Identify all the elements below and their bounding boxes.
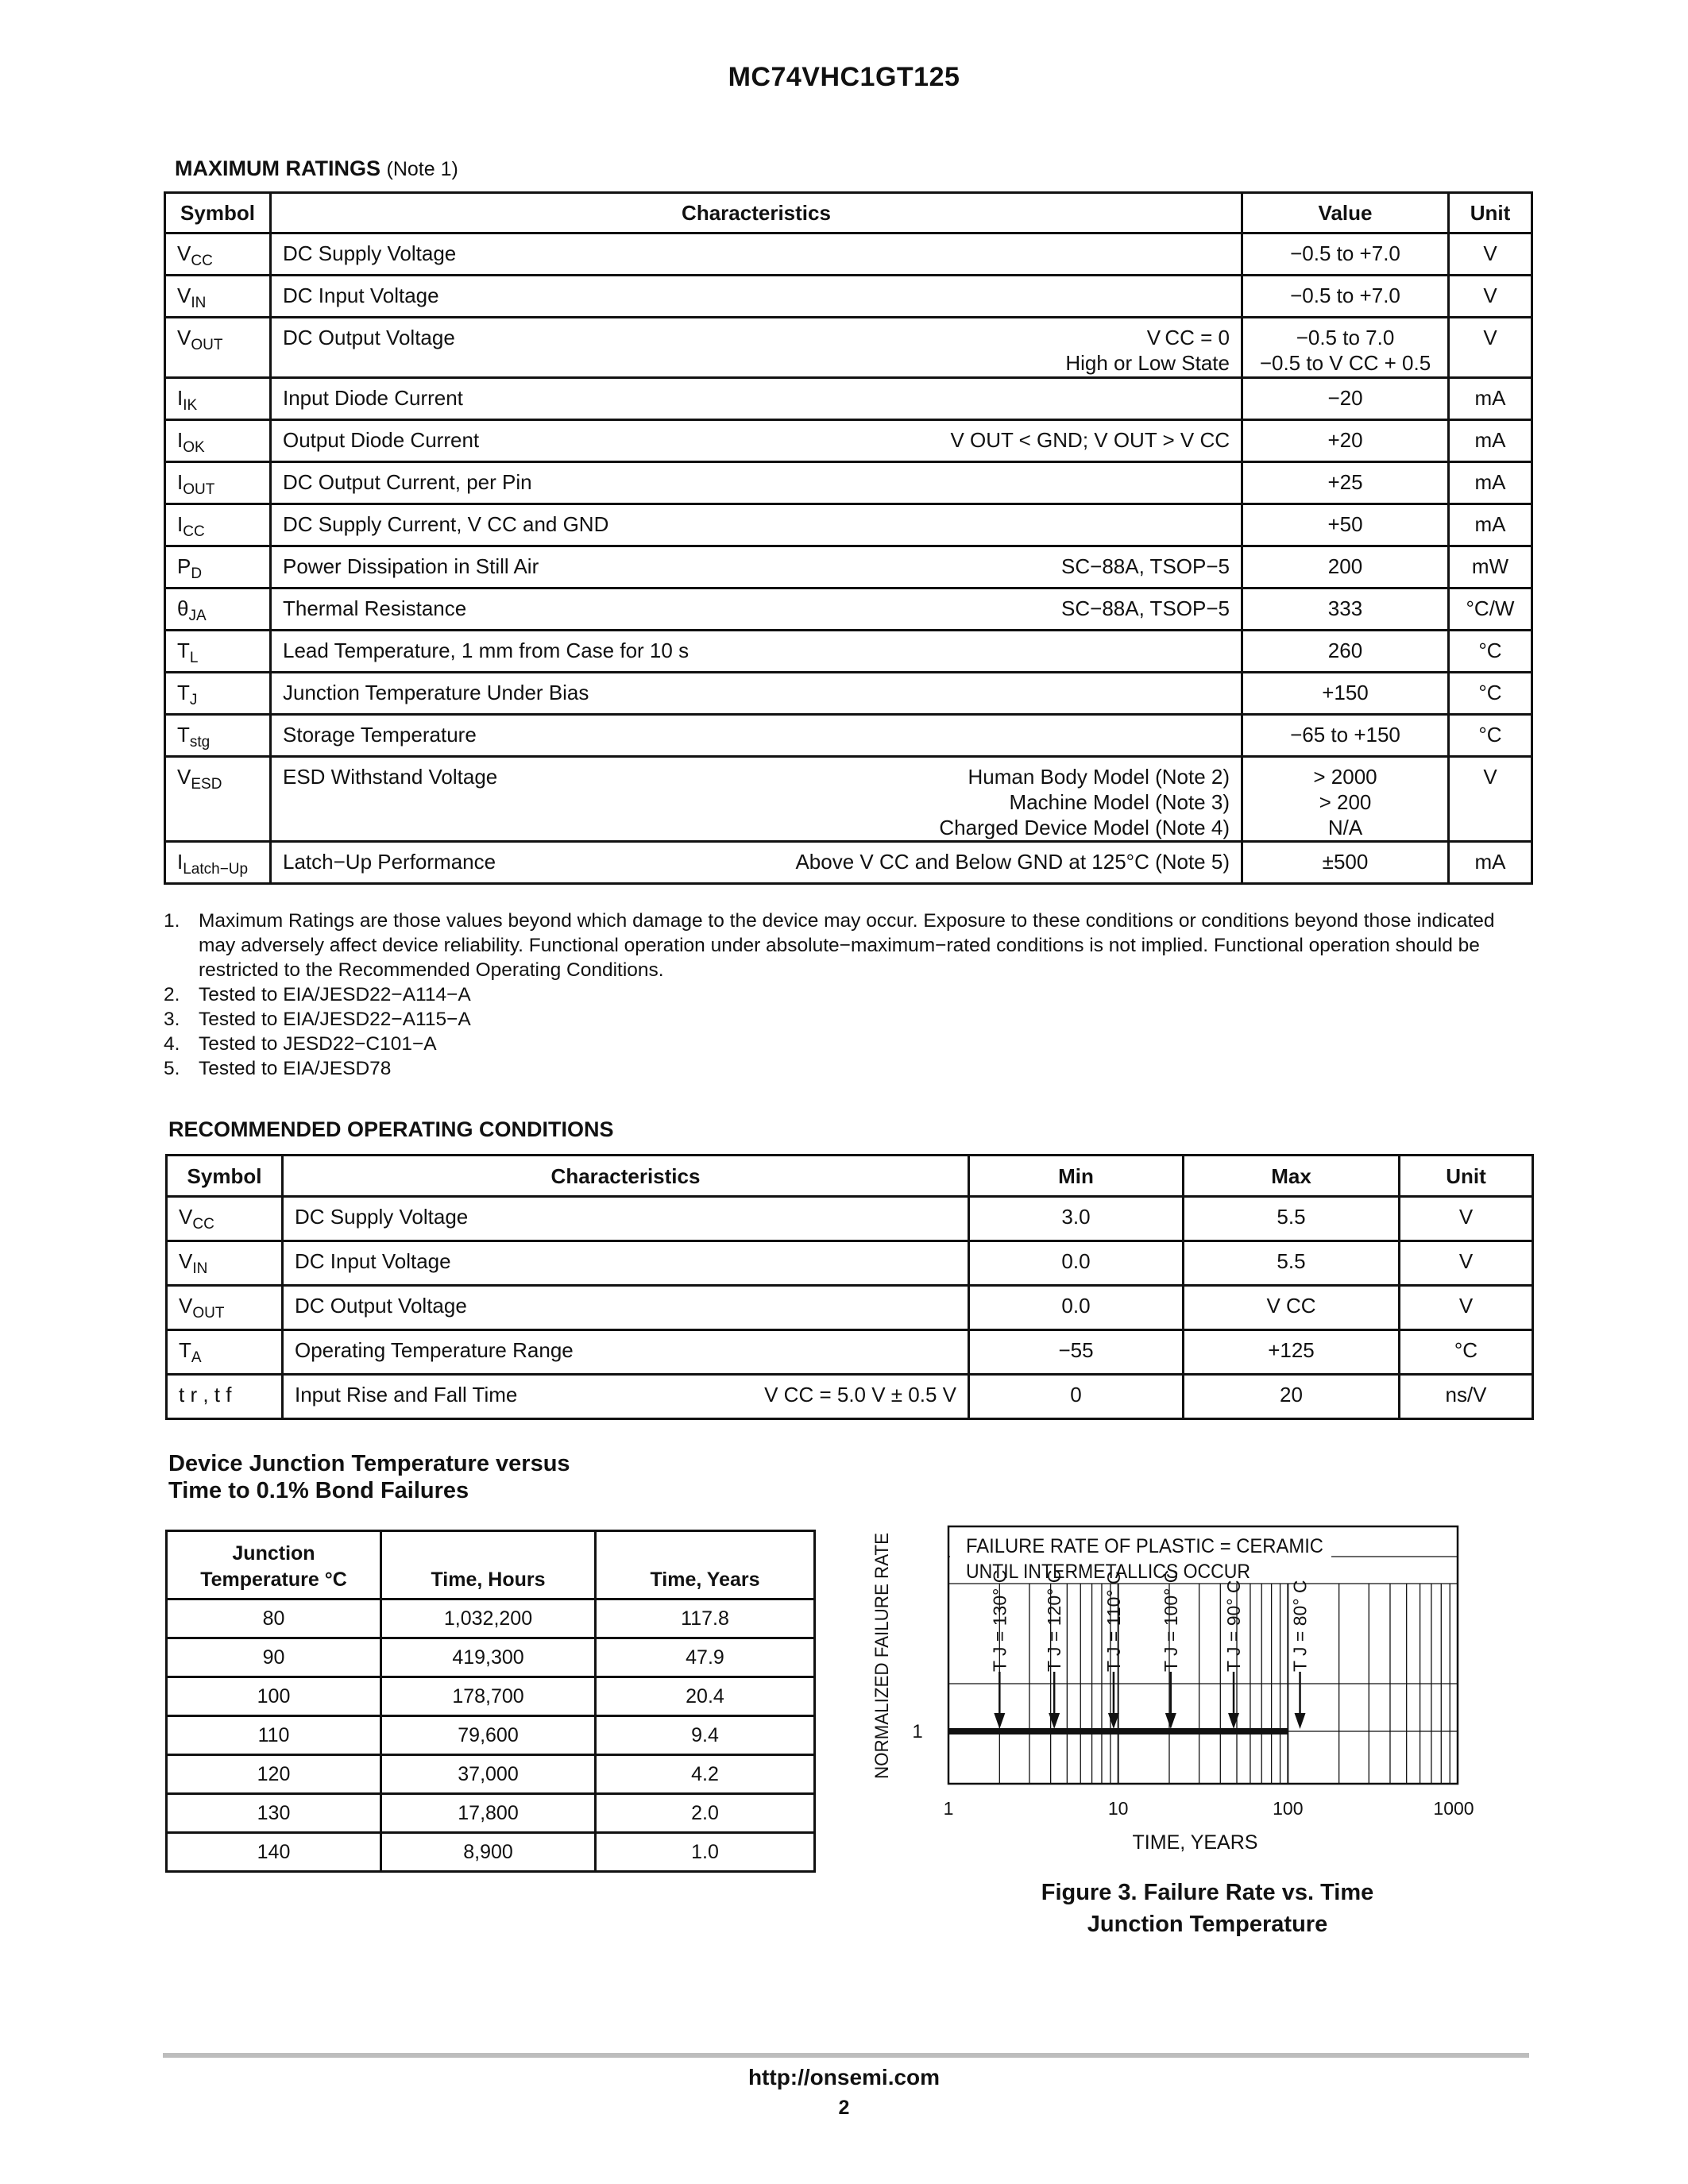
bond-header-hours: Time, Hours [381,1531,596,1599]
unit-cell: mA [1449,504,1532,546]
bond-temp-cell: 90 [167,1638,381,1677]
value-line: N/A [1327,816,1363,839]
unit-cell: mA [1449,462,1532,504]
characteristic-label: DC Output Current, per Pin [283,470,532,494]
condition-line: Human Body Model (Note 2) [968,765,1230,789]
max-rating-row [165,842,1532,884]
symbol-cell [165,631,271,673]
symbol-subscript: JA [188,608,207,624]
condition-text [1065,325,1230,376]
roc-characteristic-cell [283,1375,969,1419]
characteristic-cell [271,715,1242,757]
symbol-main: t r , t f [179,1383,232,1406]
value-line: −20 [1327,386,1363,410]
symbol-cell [165,842,271,884]
roc-characteristic-cell [283,1330,969,1375]
symbol-subscript: Latch−Up [183,861,249,878]
characteristic-label: DC Supply Voltage [283,241,457,265]
condition-text [939,764,1230,840]
characteristic-label: Latch−Up Performance [283,850,496,874]
symbol-cell [165,715,271,757]
marker-label: T J = 120° C [1044,1569,1065,1672]
bond-hours-cell: 17,800 [381,1794,596,1833]
roc-unit-cell: ns/V [1400,1375,1533,1419]
unit-cell: V [1449,318,1532,378]
bond-row [167,1794,815,1833]
symbol-cell [165,378,271,420]
max-rating-row [165,276,1532,318]
chart-annotation-line1: FAILURE RATE OF PLASTIC = CERAMIC [966,1535,1323,1557]
max-rating-row [165,462,1532,504]
footnote-number: 5. [164,1058,180,1079]
symbol-subscript: J [189,692,198,708]
symbol-subscript: OK [183,439,205,456]
condition-line: SC−88A, TSOP−5 [1061,554,1230,578]
footnote-number: 1. [164,910,180,932]
marker-arrowhead [994,1713,1005,1729]
footnote [164,909,1534,982]
roc-max-cell: V CC [1184,1286,1400,1330]
characteristic-cell [271,378,1242,420]
failure-rate-chart [866,1513,1474,1862]
roc-min-cell: 0 [969,1375,1184,1419]
unit-cell: °C [1449,673,1532,715]
roc-header-symbol: Symbol [167,1156,283,1197]
roc-symbol-cell [167,1197,283,1241]
bond-temp-cell: 140 [167,1833,381,1872]
symbol-subscript: stg [189,734,211,751]
symbol-cell [165,588,271,631]
footnote [164,982,1534,1007]
symbol-main: I [177,512,183,536]
value-line: > 200 [1319,790,1372,814]
bond-years-cell: 2.0 [596,1794,815,1833]
x-tick-label: 100 [1273,1798,1304,1819]
value-line: +50 [1327,512,1363,536]
bond-years-cell: 9.4 [596,1716,815,1755]
footer-url[interactable]: http://onsemi.com [747,2065,941,2089]
max-ratings-notes [164,909,1534,1081]
y-axis-label: NORMALIZED FAILURE RATE [871,1515,893,1779]
bond-row [167,1716,815,1755]
value-cell [1242,233,1449,276]
value-cell [1242,378,1449,420]
roc-unit-cell: V [1400,1286,1533,1330]
roc-heading: RECOMMENDED OPERATING CONDITIONS [168,1117,614,1141]
symbol-main: V [177,765,191,789]
max-rating-row [165,631,1532,673]
x-tick-label: 1000 [1433,1798,1474,1819]
characteristic-label: Lead Temperature, 1 mm from Case for 10 s [283,639,689,662]
roc-row [167,1197,1533,1241]
roc-characteristic-label: Input Rise and Fall Time [295,1383,518,1406]
footer-divider [163,2053,1529,2058]
roc-symbol-cell [167,1375,283,1419]
unit-cell: mA [1449,842,1532,884]
characteristic-cell [271,588,1242,631]
bond-temp-cell: 120 [167,1755,381,1794]
symbol-cell [165,233,271,276]
characteristic-label: DC Input Voltage [283,284,439,307]
bond-hours-cell: 1,032,200 [381,1599,596,1638]
roc-row [167,1241,1533,1286]
roc-table [165,1154,1534,1420]
bond-heading [168,1450,570,1504]
x-tick-label: 1 [943,1798,954,1819]
bond-years-cell: 47.9 [596,1638,815,1677]
marker-arrowhead [1228,1713,1239,1729]
footnote-text: Tested to EIA/JESD22−A114−A [199,984,471,1005]
characteristic-cell [271,420,1242,462]
symbol-cell [165,420,271,462]
roc-condition-text: V CC = 5.0 V ± 0.5 V [764,1383,956,1406]
roc-header-max: Max [1184,1156,1400,1197]
document-title: MC74VHC1GT125 [728,62,960,92]
roc-characteristic-label: DC Output Voltage [295,1294,467,1318]
value-cell [1242,420,1449,462]
roc-characteristic-row [295,1382,956,1407]
symbol-main: P [177,554,191,578]
roc-min-cell: −55 [969,1330,1184,1375]
characteristic-cell [271,631,1242,673]
value-line: −0.5 to +7.0 [1290,241,1400,265]
symbol-main: T [179,1338,191,1362]
condition-text [950,427,1230,453]
value-line: ±500 [1322,850,1369,874]
condition-text [1061,596,1230,621]
symbol-main: I [177,850,183,874]
characteristic-label: Input Diode Current [283,386,463,410]
marker-arrowhead [1165,1713,1176,1729]
characteristic-label: ESD Withstand Voltage [283,765,498,789]
bond-years-cell: 1.0 [596,1833,815,1872]
condition-line: SC−88A, TSOP−5 [1061,596,1230,620]
bond-years-cell: 117.8 [596,1599,815,1638]
roc-min-cell: 0.0 [969,1241,1184,1286]
max-rating-row [165,757,1532,842]
characteristic-cell [271,233,1242,276]
unit-cell: mA [1449,420,1532,462]
y-tick-label: 1 [912,1721,923,1742]
value-cell [1242,715,1449,757]
characteristic-label: Junction Temperature Under Bias [283,681,589,704]
bond-row [167,1755,815,1794]
unit-cell: °C [1449,631,1532,673]
bond-row [167,1599,815,1638]
footnote [164,1007,1534,1032]
max-rating-row [165,233,1532,276]
x-tick-label: 10 [1107,1798,1129,1819]
roc-characteristic-cell [283,1286,969,1330]
roc-row [167,1330,1533,1375]
symbol-subscript: OUT [191,337,223,353]
bond-row [167,1833,815,1872]
footnote-number: 4. [164,1033,180,1055]
characteristic-label: DC Output Voltage [283,326,455,349]
roc-max-cell: +125 [1184,1330,1400,1375]
marker-label: T J = 110° C [1103,1571,1124,1672]
unit-cell: °C [1449,715,1532,757]
unit-cell: mW [1449,546,1532,588]
symbol-subscript: CC [183,523,205,540]
value-line: 333 [1327,596,1363,620]
condition-line: Charged Device Model (Note 4) [939,816,1230,839]
bond-temp-cell: 110 [167,1716,381,1755]
characteristic-label: Power Dissipation in Still Air [283,554,539,578]
max-ratings-heading-note: (Note 1) [386,158,458,180]
characteristic-label: Output Diode Current [283,428,480,452]
symbol-main: T [177,639,190,662]
value-line: +20 [1327,428,1363,452]
roc-characteristic-row [295,1293,956,1318]
value-line: −0.5 to 7.0 [1296,326,1395,349]
value-cell [1242,318,1449,378]
bond-years-cell: 20.4 [596,1677,815,1716]
bond-hours-cell: 37,000 [381,1755,596,1794]
marker-arrowhead [1295,1713,1306,1729]
header-value: Value [1242,193,1449,233]
roc-header-characteristics: Characteristics [283,1156,969,1197]
roc-unit-cell: V [1400,1241,1533,1286]
symbol-main: θ [177,596,189,620]
characteristic-cell [271,504,1242,546]
condition-text [1061,554,1230,579]
marker-label: T J = 80° C [1289,1580,1311,1672]
symbol-main: T [177,681,190,704]
condition-line: V CC = 0 [1146,326,1230,349]
symbol-cell [165,546,271,588]
roc-unit-cell: °C [1400,1330,1533,1375]
symbol-main: V [179,1205,193,1229]
figure-caption-line1: Figure 3. Failure Rate vs. Time [1041,1880,1374,1905]
roc-max-cell: 5.5 [1184,1241,1400,1286]
symbol-cell [165,504,271,546]
footnote-text: Tested to JESD22−C101−A [199,1033,437,1055]
roc-max-cell: 20 [1184,1375,1400,1419]
symbol-cell [165,757,271,842]
bond-hours-cell: 178,700 [381,1677,596,1716]
unit-cell: V [1449,233,1532,276]
bond-temp-cell: 100 [167,1677,381,1716]
characteristic-cell [271,462,1242,504]
bond-temp-cell: 130 [167,1794,381,1833]
bond-heading-line1: Device Junction Temperature versus [168,1451,570,1476]
roc-row [167,1286,1533,1330]
symbol-subscript: OUT [192,1305,225,1322]
characteristic-cell [271,546,1242,588]
footnote [164,1032,1534,1056]
header-unit: Unit [1449,193,1532,233]
roc-header-unit: Unit [1400,1156,1533,1197]
symbol-subscript: CC [191,253,213,269]
roc-min-cell: 0.0 [969,1286,1184,1330]
value-cell [1242,757,1449,842]
roc-unit-cell: V [1400,1197,1533,1241]
characteristic-cell [271,673,1242,715]
bond-hours-cell: 8,900 [381,1833,596,1872]
value-line: > 2000 [1313,765,1377,789]
symbol-main: V [177,326,191,349]
bond-hours-cell: 419,300 [381,1638,596,1677]
figure-caption [1001,1877,1414,1940]
characteristic-label: Thermal Resistance [283,596,467,620]
unit-cell: mA [1449,378,1532,420]
symbol-subscript: ESD [191,776,222,793]
symbol-subscript: OUT [183,481,215,498]
max-rating-row [165,673,1532,715]
bond-header-years: Time, Years [596,1531,815,1599]
max-rating-row [165,504,1532,546]
condition-line: Machine Model (Note 3) [1009,790,1230,814]
footnote-text: Tested to EIA/JESD22−A115−A [199,1009,471,1030]
symbol-subscript: IN [192,1260,208,1277]
symbol-cell [165,462,271,504]
roc-characteristic-row [295,1248,956,1274]
roc-characteristic-cell [283,1197,969,1241]
value-line: +150 [1322,681,1369,704]
bond-heading-line2: Time to 0.1% Bond Failures [168,1478,469,1503]
value-cell [1242,588,1449,631]
value-line: −0.5 to V CC + 0.5 [1259,351,1431,375]
value-cell [1242,276,1449,318]
roc-characteristic-label: DC Supply Voltage [295,1205,469,1229]
footnote-text: Tested to EIA/JESD78 [199,1058,392,1079]
roc-characteristic-label: Operating Temperature Range [295,1338,574,1362]
symbol-subscript: IK [183,397,198,414]
symbol-subscript: L [189,650,199,666]
bond-row [167,1638,815,1677]
value-cell [1242,462,1449,504]
value-line: −0.5 to +7.0 [1290,284,1400,307]
roc-symbol-cell [167,1241,283,1286]
unit-cell: °C/W [1449,588,1532,631]
symbol-main: V [179,1294,193,1318]
header-characteristics: Characteristics [271,193,1242,233]
symbol-subscript: CC [192,1216,214,1233]
symbol-cell [165,673,271,715]
roc-characteristic-cell [283,1241,969,1286]
characteristic-cell [271,757,1242,842]
symbol-subscript: D [191,565,203,582]
max-rating-row [165,588,1532,631]
max-rating-row [165,546,1532,588]
value-line: 200 [1327,554,1363,578]
max-rating-row [165,318,1532,378]
symbol-main: V [179,1249,193,1273]
value-cell [1242,504,1449,546]
roc-characteristic-label: DC Input Voltage [295,1249,451,1273]
footnote-text: Maximum Ratings are those values beyond which damage to the device may occur. Exposure to these conditions or conditions beyond those indicated may adversely affect device reliability. Functional operation under absolute−maximum−rated conditions is not implied. Functional operation should be restricted to the Recommended Operating Conditions. [199,910,1495,981]
max-ratings-table [164,191,1533,885]
value-cell [1242,842,1449,884]
symbol-cell [165,318,271,378]
characteristic-cell [271,318,1242,378]
bond-hours-cell: 79,600 [381,1716,596,1755]
roc-header-min: Min [969,1156,1184,1197]
roc-characteristic-row [295,1337,956,1363]
page-number: 2 [838,2097,850,2119]
symbol-main: I [177,386,183,410]
footnote-number: 2. [164,984,180,1005]
characteristic-label: DC Supply Current, V CC and GND [283,512,609,536]
bond-table [165,1530,816,1873]
value-line: −65 to +150 [1290,723,1400,747]
roc-symbol-cell [167,1330,283,1375]
max-ratings-heading-text: MAXIMUM RATINGS [175,156,380,180]
symbol-main: I [177,470,183,494]
bond-header-junction-temp: Junction Temperature °C [167,1531,381,1599]
max-rating-row [165,378,1532,420]
marker-label: T J = 100° C [1160,1569,1181,1672]
symbol-main: V [177,284,191,307]
unit-cell: V [1449,276,1532,318]
characteristic-cell [271,842,1242,884]
condition-line: High or Low State [1065,351,1230,375]
marker-label: T J = 90° C [1223,1580,1245,1672]
condition-text [795,849,1230,874]
roc-characteristic-row [295,1204,956,1229]
chart-annotation-line2: UNTIL INTERMETALLICS OCCUR [966,1561,1250,1583]
value-cell [1242,631,1449,673]
symbol-cell [165,276,271,318]
max-rating-row [165,715,1532,757]
bond-years-cell: 4.2 [596,1755,815,1794]
condition-line: Above V CC and Below GND at 125°C (Note 5) [795,850,1230,874]
roc-min-cell: 3.0 [969,1197,1184,1241]
x-axis-label: TIME, YEARS [1132,1831,1258,1854]
value-cell [1242,673,1449,715]
value-cell [1242,546,1449,588]
symbol-subscript: IN [191,295,207,311]
max-rating-row [165,420,1532,462]
symbol-main: T [177,723,190,747]
characteristic-label: Storage Temperature [283,723,477,747]
roc-row [167,1375,1533,1419]
footnote-number: 3. [164,1009,180,1030]
roc-symbol-cell [167,1286,283,1330]
characteristic-cell [271,276,1242,318]
max-ratings-heading [175,156,458,181]
roc-max-cell: 5.5 [1184,1197,1400,1241]
header-symbol: Symbol [165,193,271,233]
value-line: 260 [1327,639,1363,662]
unit-cell: V [1449,757,1532,842]
marker-label: T J = 130° C [989,1569,1010,1672]
footnote [164,1056,1534,1081]
symbol-main: V [177,241,191,265]
figure-caption-line2: Junction Temperature [1087,1912,1328,1937]
bond-row [167,1677,815,1716]
symbol-subscript: A [191,1349,202,1366]
value-line: +25 [1327,470,1363,494]
bond-temp-cell: 80 [167,1599,381,1638]
condition-line: V OUT < GND; V OUT > V CC [950,428,1230,452]
symbol-main: I [177,428,183,452]
